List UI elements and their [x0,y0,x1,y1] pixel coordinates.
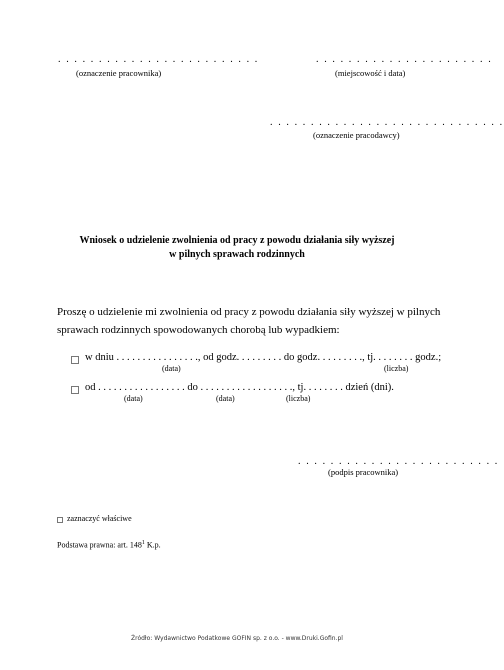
legal-basis-text: Podstawa prawna: art. 148 [57,540,142,550]
place-date-caption: (miejscowość i data) [335,68,406,78]
option2-date-from-caption: (data) [124,394,143,403]
signature-dots: . . . . . . . . . . . . . . . . . . . . . . . . . [298,456,499,467]
document-title-line2: w pilnych sprawach rodzinnych [169,249,305,260]
employee-dots: . . . . . . . . . . . . . . . . . . . . . . . . . [58,54,259,65]
option1-text: w dniu . . . . . . . . . . . . . . . ., od godz. . . . . . . . . do godz. . . . . . . . ., tj. . . . . . . . godz.; [85,352,442,363]
employer-dots: . . . . . . . . . . . . . . . . . . . . . . . . . . . . . [270,117,504,128]
legal-basis-suffix: K.p. [144,540,161,550]
note-checkbox-symbol [57,517,63,523]
option1-checkbox[interactable] [71,356,79,364]
employer-caption: (oznaczenie pracodawcy) [313,130,400,140]
note-text: zaznaczyć właściwe [67,514,132,523]
body-line-2: sprawach rodzinnych spowodowanych chorobą lub wypadkiem: [57,324,340,336]
option1-count-caption: (liczba) [384,364,409,373]
employee-caption: (oznaczenie pracownika) [76,68,162,78]
document-title-line1: Wniosek o udzielenie zwolnienia od pracy z powodu działania siły wyższej [79,235,395,246]
option2-text: od . . . . . . . . . . . . . . . . . do . . . . . . . . . . . . . . . . . ., tj. . . . . . . . dzień (dni). [85,382,394,393]
option2-count-caption: (liczba) [286,394,311,403]
option2-checkbox[interactable] [71,386,79,394]
signature-caption: (podpis pracownika) [328,467,399,477]
body-line-1: Proszę o udzielenie mi zwolnienia od pracy z powodu działania siły wyższej w pilnych [57,306,441,318]
legal-basis-superscript: 1 [141,540,145,546]
option1-date-caption: (data) [162,364,181,373]
source-footer: Źródło: Wydawnictwo Podatkowe GOFIN sp. z o.o. - www.Druki.Gofin.pl [131,635,343,642]
legal-basis [57,540,161,550]
place-date-dots: . . . . . . . . . . . . . . . . . . . . . . [316,54,493,65]
option2-date-to-caption: (data) [216,394,235,403]
